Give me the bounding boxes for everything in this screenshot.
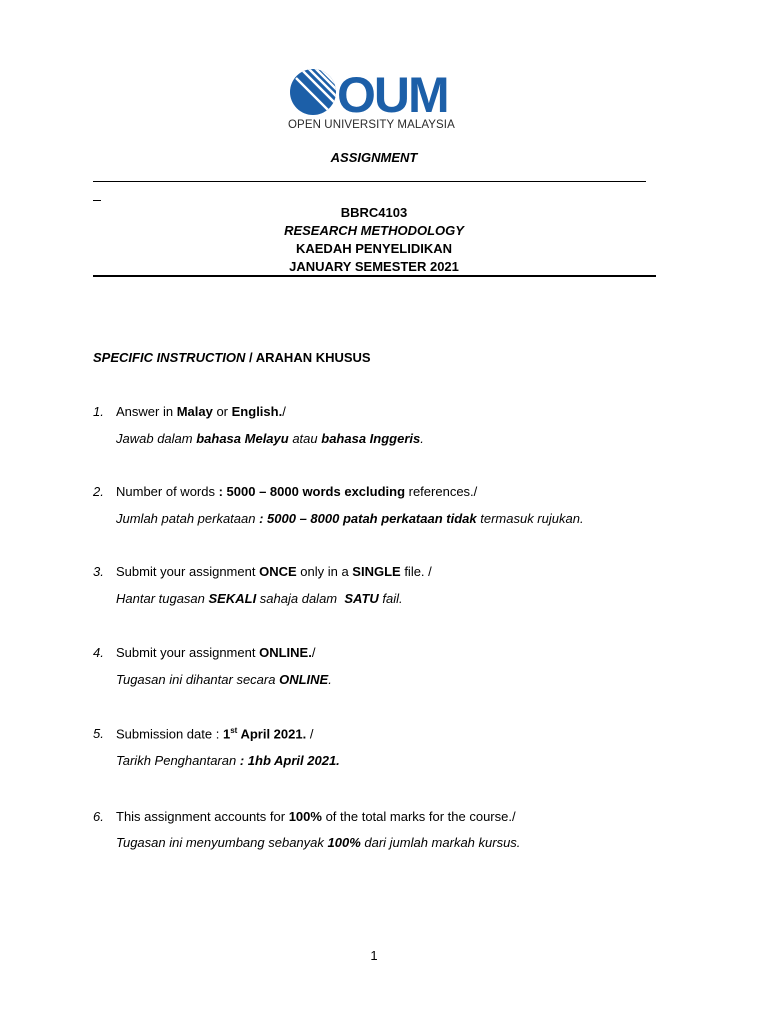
instruction-ms: Tugasan ini dihantar secara ONLINE. (116, 672, 332, 687)
instructions-heading: SPECIFIC INSTRUCTION / ARAHAN KHUSUS (93, 350, 371, 365)
semester: JANUARY SEMESTER 2021 (289, 259, 459, 274)
instruction-en: Submission date : 1st April 2021. / (116, 726, 314, 742)
svg-text:OUM: OUM (337, 67, 448, 118)
logo-subtitle: OPEN UNIVERSITY MALAYSIA (288, 119, 455, 131)
divider-line (93, 181, 646, 182)
course-code: BBRC4103 (340, 205, 408, 220)
oum-logo (288, 66, 478, 136)
course-title-en: RESEARCH METHODOLOGY (284, 223, 464, 238)
instruction-en: Answer in Malay or English./ (116, 404, 286, 419)
instruction-ms: Tugasan ini menyumbang sebanyak 100% dari jumlah markah kursus. (116, 835, 521, 850)
instruction-ms: Jumlah patah perkataan : 5000 – 8000 patah perkataan tidak termasuk rujukan. (116, 511, 584, 526)
instruction-en: Submit your assignment ONCE only in a SINGLE file. / (116, 564, 432, 579)
assignment-title: ASSIGNMENT (330, 150, 418, 165)
page-number: 1 (370, 948, 378, 963)
instruction-ms: Tarikh Penghantaran : 1hb April 2021. (116, 753, 340, 768)
instruction-en: This assignment accounts for 100% of the total marks for the course./ (116, 809, 516, 824)
short-underscore (93, 200, 101, 201)
instruction-ms: Hantar tugasan SEKALI sahaja dalam SATU fail. (116, 591, 403, 606)
course-info (0, 204, 748, 276)
document-page: OUM OPEN UNIVERSITY MALAYSIA ASSIGNMENT BBRC4103 RESEARCH METHODOLOGY KAEDAH PENYELIDIKAN JANUARY SEMESTER 2021 SPECIFIC INSTRUCTION / ARAHAN KHUSUS 1. Answer in Malay or English./ Jawab dalam bahasa Melayu atau bahasa Inggeris. 2. Number of words : 5000 – 8000 words excluding references./ Jumlah patah perkataan : 5000 – 8000 patah perkataan tidak termasuk rujukan. 3. Submit your assignment ONCE only in a SINGLE file. / Hantar tugasan SEKALI sahaja dalam SATU fail. 4. Submit your assignment ONLINE./ Tugasan ini dihantar secara ONLINE. 5. Submission date : 1st April 2021. / Tarikh Penghantaran : 1hb April 2021. 6. This assignment accounts for 100% of the total marks for the course./ Tugasan ini menyumbang sebanyak 100% dari jumlah markah kursus. 1 (0, 0, 768, 1024)
course-title-ms: KAEDAH PENYELIDIKAN (295, 241, 452, 256)
divider-line-thick (93, 275, 656, 277)
oum-logo-mark (288, 66, 478, 118)
instruction-en: Submit your assignment ONLINE./ (116, 645, 316, 660)
instruction-en: Number of words : 5000 – 8000 words excluding references./ (116, 484, 478, 499)
instruction-ms: Jawab dalam bahasa Melayu atau bahasa Inggeris. (116, 431, 424, 446)
